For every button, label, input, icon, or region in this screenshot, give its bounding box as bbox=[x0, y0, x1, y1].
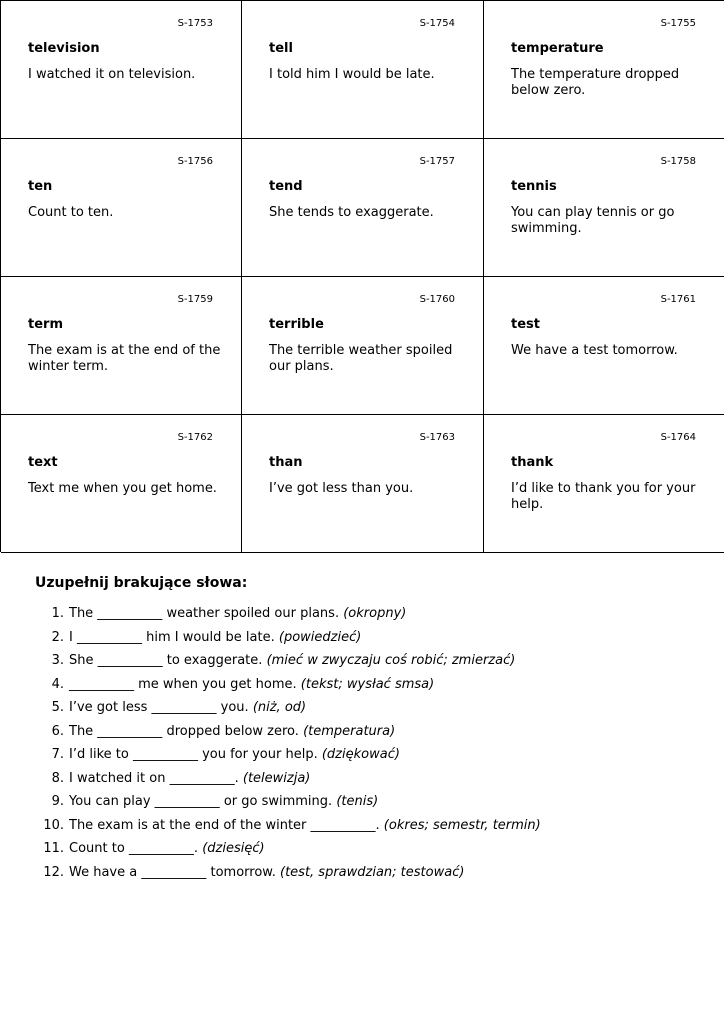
card-sentence: The terrible weather spoiled our plans. bbox=[269, 343, 453, 374]
card-sentence: I told him I would be late. bbox=[269, 67, 435, 82]
card-sentence: You can play tennis or go swimming. bbox=[511, 205, 675, 236]
item-hint: (niż, od) bbox=[252, 700, 307, 715]
card-code: S-1763 bbox=[419, 432, 455, 443]
item-line bbox=[69, 794, 378, 810]
exercise-item bbox=[0, 818, 724, 842]
card-word: television bbox=[28, 41, 100, 56]
exercise-item bbox=[0, 630, 724, 654]
item-sentence: Count to __________. bbox=[69, 841, 199, 856]
card-word: ten bbox=[28, 179, 53, 194]
exercise-item bbox=[0, 865, 724, 889]
card-code: S-1754 bbox=[419, 18, 455, 29]
item-number: 10. bbox=[43, 817, 64, 833]
card-word: thank bbox=[511, 455, 554, 470]
exercise-title: Uzupełnij brakujące słowa: bbox=[35, 575, 248, 591]
item-hint: (dziękować) bbox=[321, 747, 400, 762]
item-hint: (mieć w zwyczaju coś robić; zmierzać) bbox=[266, 653, 516, 668]
vocab-card bbox=[1, 1, 242, 139]
card-word: test bbox=[511, 317, 540, 332]
card-word: terrible bbox=[269, 317, 324, 332]
card-sentence: I watched it on television. bbox=[28, 67, 196, 82]
item-line bbox=[69, 653, 515, 669]
card-code: S-1762 bbox=[177, 432, 213, 443]
exercise-item bbox=[0, 653, 724, 677]
vocab-card bbox=[242, 139, 484, 277]
card-word: term bbox=[28, 317, 63, 332]
exercise-item bbox=[0, 771, 724, 795]
vocab-card bbox=[1, 415, 242, 553]
exercise-item bbox=[0, 747, 724, 771]
item-number: 5. bbox=[51, 700, 64, 715]
item-line bbox=[69, 700, 306, 716]
vocab-card bbox=[242, 1, 484, 139]
vocab-card bbox=[484, 139, 724, 277]
item-number: 3. bbox=[51, 653, 64, 668]
item-sentence: You can play __________ or go swimming. bbox=[69, 794, 333, 809]
item-sentence: I __________ him I would be late. bbox=[69, 629, 275, 645]
card-code: S-1764 bbox=[660, 432, 696, 443]
vocab-card bbox=[242, 277, 484, 415]
item-number: 12. bbox=[43, 864, 64, 880]
vocab-card bbox=[484, 1, 724, 139]
exercise-item bbox=[0, 841, 724, 865]
item-hint: (temperatura) bbox=[303, 723, 396, 739]
item-number: 9. bbox=[51, 794, 64, 809]
item-hint: (test, sprawdzian; testować) bbox=[280, 864, 465, 880]
card-code: S-1753 bbox=[177, 18, 213, 29]
card-code: S-1760 bbox=[419, 294, 455, 305]
vocab-card bbox=[484, 415, 724, 553]
item-line bbox=[69, 865, 464, 881]
exercise-item bbox=[0, 606, 724, 630]
exercise-item bbox=[0, 700, 724, 724]
card-code: S-1755 bbox=[660, 18, 696, 29]
item-hint: (dziesięć) bbox=[202, 841, 265, 856]
card-sentence: Text me when you get home. bbox=[28, 481, 217, 496]
item-line bbox=[69, 630, 361, 646]
item-hint: (okres; semestr, termin) bbox=[383, 817, 541, 833]
card-code: S-1759 bbox=[177, 294, 213, 305]
card-sentence: The temperature dropped below zero. bbox=[511, 67, 680, 98]
card-word: than bbox=[269, 455, 303, 470]
item-line bbox=[69, 747, 400, 763]
vocab-card bbox=[242, 415, 484, 553]
item-sentence: The __________ weather spoiled our plans. bbox=[69, 606, 340, 621]
item-hint: (tekst; wysłać smsa) bbox=[300, 676, 435, 692]
item-sentence: The __________ dropped below zero. bbox=[69, 723, 299, 739]
card-sentence: I’ve got less than you. bbox=[269, 481, 414, 496]
item-line bbox=[69, 724, 395, 740]
item-line bbox=[69, 818, 541, 834]
item-sentence: __________ me when you get home. bbox=[69, 676, 297, 692]
item-number: 2. bbox=[51, 629, 64, 645]
item-number: 7. bbox=[51, 747, 64, 762]
card-word: text bbox=[28, 455, 58, 470]
card-sentence: Count to ten. bbox=[28, 205, 114, 220]
card-sentence: I’d like to thank you for your help. bbox=[511, 481, 696, 512]
card-word: tennis bbox=[511, 179, 557, 194]
item-sentence: We have a __________ tomorrow. bbox=[69, 864, 276, 880]
item-sentence: The exam is at the end of the winter __________. bbox=[69, 817, 380, 833]
card-sentence: We have a test tomorrow. bbox=[511, 343, 678, 358]
card-sentence: She tends to exaggerate. bbox=[269, 205, 434, 220]
item-sentence: I watched it on __________. bbox=[69, 770, 239, 786]
card-sentence: The exam is at the end of the winter term. bbox=[28, 343, 221, 374]
exercise-list bbox=[0, 606, 724, 888]
exercise-item bbox=[0, 724, 724, 748]
item-hint: (tenis) bbox=[336, 794, 379, 809]
item-sentence: I’d like to __________ you for your help. bbox=[69, 747, 318, 762]
vocab-card bbox=[1, 139, 242, 277]
card-code: S-1757 bbox=[419, 156, 455, 167]
item-number: 6. bbox=[51, 723, 64, 739]
item-line bbox=[69, 677, 434, 693]
item-line bbox=[69, 841, 265, 857]
card-code: S-1761 bbox=[660, 294, 696, 305]
item-hint: (okropny) bbox=[343, 606, 407, 621]
vocab-card bbox=[484, 277, 724, 415]
item-number: 11. bbox=[43, 841, 64, 856]
item-sentence: She __________ to exaggerate. bbox=[69, 653, 263, 668]
card-code: S-1758 bbox=[660, 156, 696, 167]
item-number: 8. bbox=[51, 770, 64, 786]
item-line bbox=[69, 606, 406, 622]
vocab-card bbox=[1, 277, 242, 415]
card-word: tell bbox=[269, 41, 293, 56]
exercise-item bbox=[0, 794, 724, 818]
item-hint: (powiedzieć) bbox=[278, 629, 362, 645]
card-word: temperature bbox=[511, 41, 604, 56]
card-code: S-1756 bbox=[177, 156, 213, 167]
card-word: tend bbox=[269, 179, 303, 194]
item-hint: (telewizja) bbox=[242, 770, 311, 786]
exercise-item bbox=[0, 677, 724, 701]
item-number: 1. bbox=[51, 606, 64, 621]
item-line bbox=[69, 771, 310, 787]
item-number: 4. bbox=[51, 676, 64, 692]
item-sentence: I’ve got less __________ you. bbox=[69, 700, 249, 715]
